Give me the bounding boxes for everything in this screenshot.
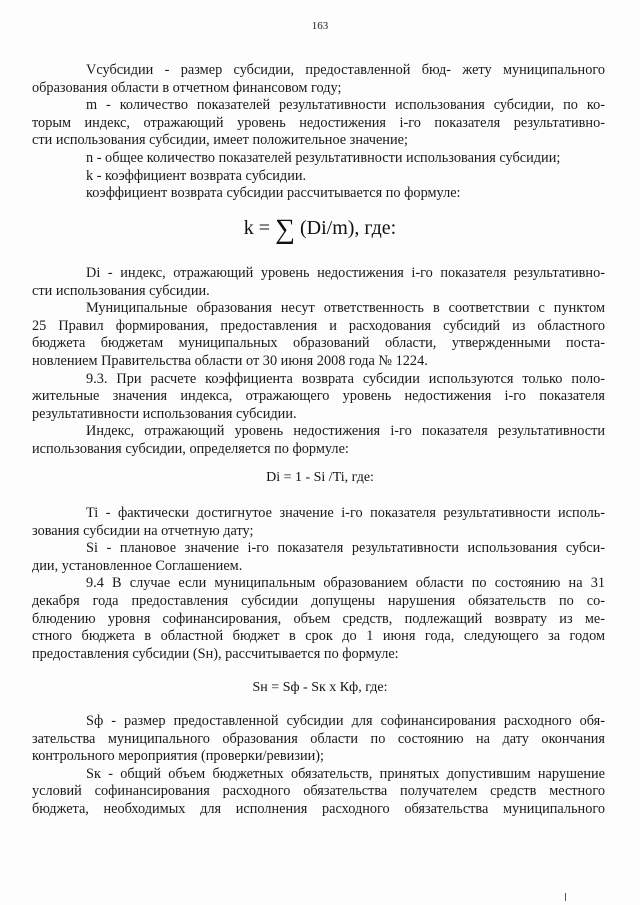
text-line: сти использования субсидии. <box>32 282 210 299</box>
text-line: новлением Правительства области от 30 июня 2008 года № 1224. <box>32 352 428 369</box>
text-line: жительные значения индекса, отражающего уровень недостижения i-го показателя <box>32 388 605 405</box>
text-line: образования области в отчетном финансовом году; <box>32 79 342 96</box>
text-line: Индекс, отражающий уровень недостижения i-го показателя результативности <box>86 423 605 440</box>
text-line: 9.4 В случае если муниципальным образованием области по состоянию на 31 <box>86 575 605 592</box>
formula-d: Di = 1 - Si /Ti, где: <box>266 470 374 485</box>
sigma-symbol: ∑ <box>275 214 295 245</box>
text-line: Sф - размер предоставленной субсидии для софинансирования расходного обя- <box>86 713 605 729</box>
text-block-3 <box>32 505 605 663</box>
text-line: торым индекс, отражающий уровень недостижения i-го показателя результативно- <box>32 114 605 131</box>
formula-k <box>0 214 640 246</box>
text-line: 25 Правил формирования, предоставления и расходования субсидий из областного <box>32 317 605 334</box>
text-line: зательства муниципального образования области по состоянию на дату окончания <box>32 730 605 747</box>
text-line: зования субсидии на отчетную дату; <box>32 522 254 539</box>
scan-mark <box>565 893 566 901</box>
text-block-4 <box>32 713 605 819</box>
text-block-2 <box>32 265 605 459</box>
text-line: Si - плановое значение i-го показателя результативности использования субси- <box>86 540 605 557</box>
text-line: дии, установленное Соглашением. <box>32 557 243 574</box>
text-line: бюджета, необходимых для исполнения расходного обязательства муниципального <box>32 800 605 817</box>
formula-k-body: (Di/m), <box>299 217 360 239</box>
formula-k-lhs: k = <box>243 217 271 239</box>
page-number: 163 <box>311 20 329 32</box>
text-line: декабря года предоставления субсидии допущены нарушения обязательств по со- <box>32 592 605 609</box>
text-line: коэффициент возврата субсидии рассчитывается по формуле: <box>86 185 461 202</box>
formula-s: Sн = Sф - Sк х Кф, где: <box>252 680 388 695</box>
formula-k-tail: где: <box>364 217 397 239</box>
text-line: результативности использования субсидии. <box>32 405 297 422</box>
text-line: 9.3. При расчете коэффициента возврата субсидии используются только поло- <box>86 370 605 387</box>
text-line: Di - индекс, отражающий уровень недостижения i-го показателя результативно- <box>86 265 605 281</box>
text-line: условий софинансирования расходного обязательства получателем средств местного <box>32 783 605 800</box>
text-line: k - коэффициент возврата субсидии. <box>86 167 307 184</box>
text-line: предоставления субсидии (Sн), рассчитывается по формуле: <box>32 645 399 662</box>
text-line: блюдению уровня софинансирования, объем средств, подлежащий возврату из ме- <box>32 610 605 627</box>
text-line: Муниципальные образования несут ответственность в соответствии с пунктом <box>86 300 605 317</box>
text-line: использования субсидии, определяется по формуле: <box>32 440 349 457</box>
text-line: Vсубсидии - размер субсидии, предоставленной бюд- жету муниципального <box>86 62 605 78</box>
text-line: n - общее количество показателей результативности использования субсидии; <box>86 149 561 166</box>
text-block-1 <box>32 62 605 203</box>
text-line: стного бюджета в областной бюджет в срок до 1 июня года, следующего за годом <box>32 628 605 645</box>
text-line: контрольного мероприятия (проверки/ревизии); <box>32 748 325 765</box>
text-line: Sк - общий объем бюджетных обязательств, принятых допустившим нарушение <box>86 765 605 782</box>
text-line: Ti - фактически достигнутое значение i-го показателя результативности исполь- <box>86 505 605 521</box>
text-line: m - количество показателей результативности использования субсидии, по ко- <box>86 97 605 114</box>
text-line: сти использования субсидии, имеет положительное значение; <box>32 132 408 149</box>
text-line: бюджета бюджетам муниципальных образований области, утвержденными поста- <box>32 335 605 352</box>
